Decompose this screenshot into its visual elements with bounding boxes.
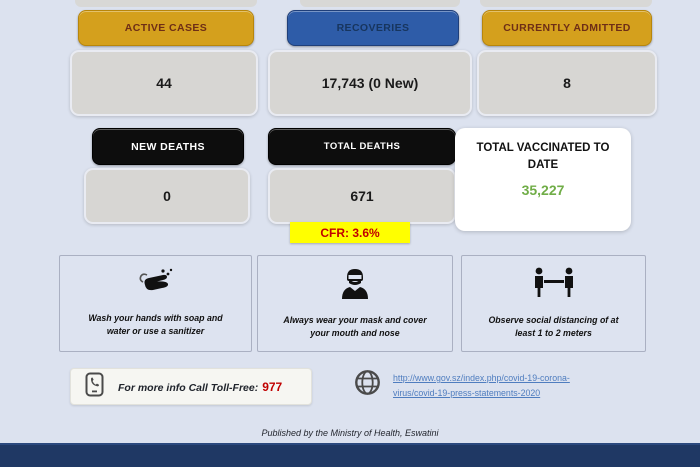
guideline-distance [461, 255, 646, 352]
website-link[interactable] [393, 371, 613, 401]
cutoff-box-top-right [480, 0, 652, 7]
distance-icon [530, 267, 578, 304]
total-deaths-header [268, 128, 456, 165]
website-link-line2[interactable]: virus/covid-19-press-statements-2020 [393, 387, 541, 398]
guideline-distance-text: Observe social distancing of at least 1 to 2 meters [488, 315, 619, 339]
handwash-icon [137, 267, 175, 302]
tollfree-number: 977 [262, 379, 283, 394]
currently-admitted-header [482, 10, 652, 46]
globe-icon [354, 369, 381, 401]
phone-icon [85, 372, 104, 402]
tollfree-label [118, 380, 282, 394]
currently-admitted-label: CURRENTLY ADMITTED [503, 22, 631, 34]
vaccinated-value: 35,227 [521, 182, 565, 199]
recoveries-label: RECOVERIES [336, 22, 410, 34]
vaccinated-card [455, 128, 631, 231]
tollfree-label-text: For more info Call Toll-Free: [118, 381, 259, 394]
recoveries-value: 17,743 (0 New) [268, 50, 472, 116]
currently-admitted-value: 8 [477, 50, 657, 116]
footer-bar [0, 443, 700, 467]
website-link-line1[interactable]: http://www.gov.sz/index.php/covid-19-corona- [393, 373, 570, 383]
cutoff-box-top-center [300, 0, 460, 7]
active-cases-label: ACTIVE CASES [124, 22, 208, 34]
new-deaths-header [92, 128, 244, 165]
guideline-mask-text: Always wear your mask and cover your mouth and nose [283, 315, 427, 339]
tollfree-box [70, 368, 312, 405]
active-cases-header [78, 10, 254, 46]
mask-icon [338, 267, 372, 304]
cutoff-box-top-left [75, 0, 257, 7]
total-deaths-value: 671 [268, 168, 456, 224]
guideline-handwash [59, 255, 252, 352]
new-deaths-value: 0 [84, 168, 250, 224]
cfr-badge: CFR: 3.6% [290, 222, 410, 243]
active-cases-value: 44 [70, 50, 258, 116]
total-deaths-label: TOTAL DEATHS [323, 141, 401, 152]
guideline-handwash-text: Wash your hands with soap and water or use a sanitizer [88, 313, 223, 337]
guideline-mask [257, 255, 453, 352]
recoveries-header [287, 10, 459, 46]
new-deaths-label: NEW DEATHS [131, 140, 205, 153]
published-by-text: Published by the Ministry of Health, Eswatini [261, 428, 439, 438]
vaccinated-label: TOTAL VACCINATED TO DATE [476, 142, 610, 171]
